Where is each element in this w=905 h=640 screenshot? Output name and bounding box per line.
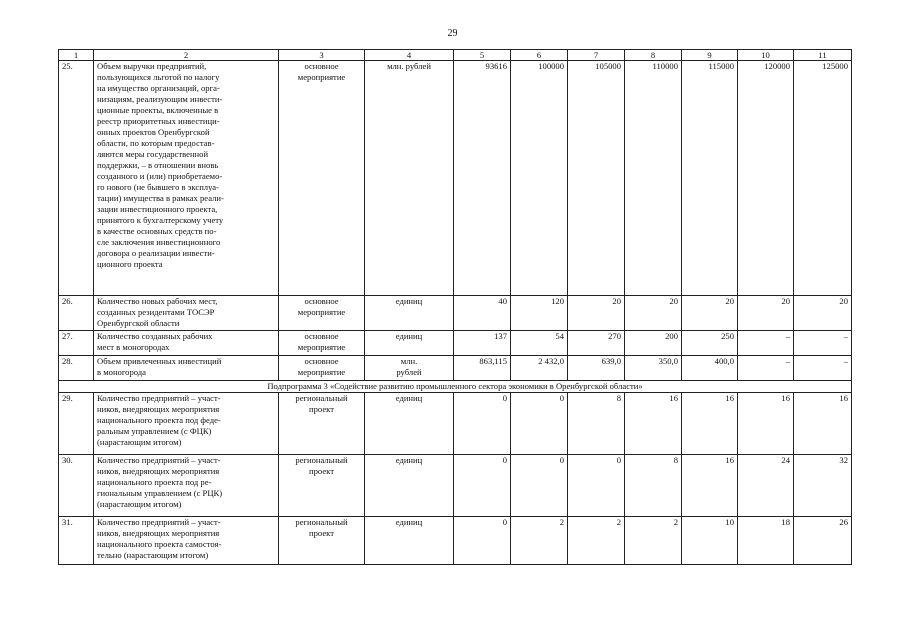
value-cell: 270 (568, 331, 625, 356)
value-cell: 639,0 (568, 356, 625, 381)
value-cell: 0 (454, 393, 511, 455)
value-cell: 2 (511, 517, 568, 565)
value-cell: 115000 (682, 61, 738, 296)
value-cell: 40 (454, 296, 511, 331)
value-cell: 20 (625, 296, 682, 331)
column-header: 3 (279, 50, 365, 61)
indicator-name: Количество предприятий – участ- ников, внедряющих мероприятия национального проекта самостоя- тельно (нарастающим итогом) (94, 517, 279, 565)
value-cell: 18 (738, 517, 794, 565)
subprogram-title: Подпрограмма 3 «Содействие развитию промышленного сектора экономики в Оренбургской области» (59, 381, 852, 393)
row-number: 30. (59, 455, 94, 517)
unit-of-measure: единиц (365, 393, 454, 455)
row-number: 26. (59, 296, 94, 331)
value-cell: 16 (682, 455, 738, 517)
value-cell: 93616 (454, 61, 511, 296)
value-cell: – (794, 331, 852, 356)
column-header: 5 (454, 50, 511, 61)
value-cell: 16 (625, 393, 682, 455)
value-cell: 250 (682, 331, 738, 356)
indicator-type: основное мероприятие (279, 296, 365, 331)
column-header: 1 (59, 50, 94, 61)
indicator-name: Количество предприятий – участ- ников, внедряющих мероприятия национального проекта под ре- гиональным управлением (с РЦК) (нарастающим итогом) (94, 455, 279, 517)
value-cell: 16 (738, 393, 794, 455)
value-cell: 137 (454, 331, 511, 356)
value-cell: 350,0 (625, 356, 682, 381)
value-cell: 400,0 (682, 356, 738, 381)
value-cell: 8 (568, 393, 625, 455)
table-row (59, 331, 852, 356)
value-cell: 0 (454, 455, 511, 517)
indicator-type: основное мероприятие (279, 331, 365, 356)
subprogram-row (59, 381, 852, 393)
unit-of-measure: единиц (365, 455, 454, 517)
table-row (59, 393, 852, 455)
value-cell: 0 (568, 455, 625, 517)
value-cell: 120 (511, 296, 568, 331)
value-cell: 20 (794, 296, 852, 331)
table-row (59, 517, 852, 565)
value-cell: 20 (682, 296, 738, 331)
unit-of-measure: единиц (365, 296, 454, 331)
value-cell: 20 (568, 296, 625, 331)
value-cell: 8 (625, 455, 682, 517)
table-row (59, 296, 852, 331)
column-header: 6 (511, 50, 568, 61)
row-number: 27. (59, 331, 94, 356)
column-header: 7 (568, 50, 625, 61)
indicators-table (58, 49, 852, 565)
unit-of-measure: единиц (365, 331, 454, 356)
unit-of-measure: единиц (365, 517, 454, 565)
column-header: 8 (625, 50, 682, 61)
indicator-type: основное мероприятие (279, 356, 365, 381)
row-number: 25. (59, 61, 94, 296)
column-header: 4 (365, 50, 454, 61)
indicator-name: Количество новых рабочих мест, созданных резидентами ТОСЭР Оренбургской области (94, 296, 279, 331)
value-cell: 24 (738, 455, 794, 517)
table-body (59, 61, 852, 565)
indicator-type: региональный проект (279, 517, 365, 565)
page-number: 29 (447, 28, 458, 39)
value-cell: – (738, 356, 794, 381)
value-cell: 120000 (738, 61, 794, 296)
row-number: 28. (59, 356, 94, 381)
column-header: 2 (94, 50, 279, 61)
value-cell: 16 (794, 393, 852, 455)
indicator-name: Объем привлеченных инвестиций в моногорода (94, 356, 279, 381)
unit-of-measure: млн. рублей (365, 356, 454, 381)
row-number: 31. (59, 517, 94, 565)
indicator-type: основное мероприятие (279, 61, 365, 296)
value-cell: 0 (454, 517, 511, 565)
value-cell: 2 (625, 517, 682, 565)
value-cell: 16 (682, 393, 738, 455)
value-cell: 10 (682, 517, 738, 565)
value-cell: 20 (738, 296, 794, 331)
column-header: 11 (794, 50, 852, 61)
table-row (59, 455, 852, 517)
indicator-name: Количество предприятий – участ- ников, внедряющих мероприятия национального проекта под феде- ральным управлением (с ФЦК) (нарастающим итогом) (94, 393, 279, 455)
indicator-name: Количество созданных рабочих мест в моногородах (94, 331, 279, 356)
value-cell: 2 (568, 517, 625, 565)
value-cell: 26 (794, 517, 852, 565)
value-cell: 125000 (794, 61, 852, 296)
indicator-type: региональный проект (279, 455, 365, 517)
column-header: 10 (738, 50, 794, 61)
table-row (59, 61, 852, 296)
unit-of-measure: млн. рублей (365, 61, 454, 296)
indicator-name: Объем выручки предприятий, пользующихся льготой по налогу на имущество организаций, орга- низациям, реализующим инвести- ционные проекты, включенные в реестр приоритетных инвестици- онных проектов Оренбургской области, по которым предостав- ляются меры государственной поддержки, – в отношении вновь созданного и (или) приобретаемо- го нового (не бывшего в эксплуа- тации) имущества в рамках реали- зации инвестиционного проекта, принятого к бухгалтерскому учету в качестве основных средств по- сле заключения инвестиционного договора о реализации инвести- ционного проекта (94, 61, 279, 296)
value-cell: 110000 (625, 61, 682, 296)
value-cell: 863,115 (454, 356, 511, 381)
value-cell: 32 (794, 455, 852, 517)
value-cell: 105000 (568, 61, 625, 296)
header-row (59, 50, 852, 61)
value-cell: 0 (511, 393, 568, 455)
value-cell: 200 (625, 331, 682, 356)
column-header: 9 (682, 50, 738, 61)
value-cell: – (738, 331, 794, 356)
value-cell: 2 432,0 (511, 356, 568, 381)
value-cell: 54 (511, 331, 568, 356)
value-cell: 0 (511, 455, 568, 517)
row-number: 29. (59, 393, 94, 455)
value-cell: 100000 (511, 61, 568, 296)
value-cell: – (794, 356, 852, 381)
indicator-type: региональный проект (279, 393, 365, 455)
table-row (59, 356, 852, 381)
